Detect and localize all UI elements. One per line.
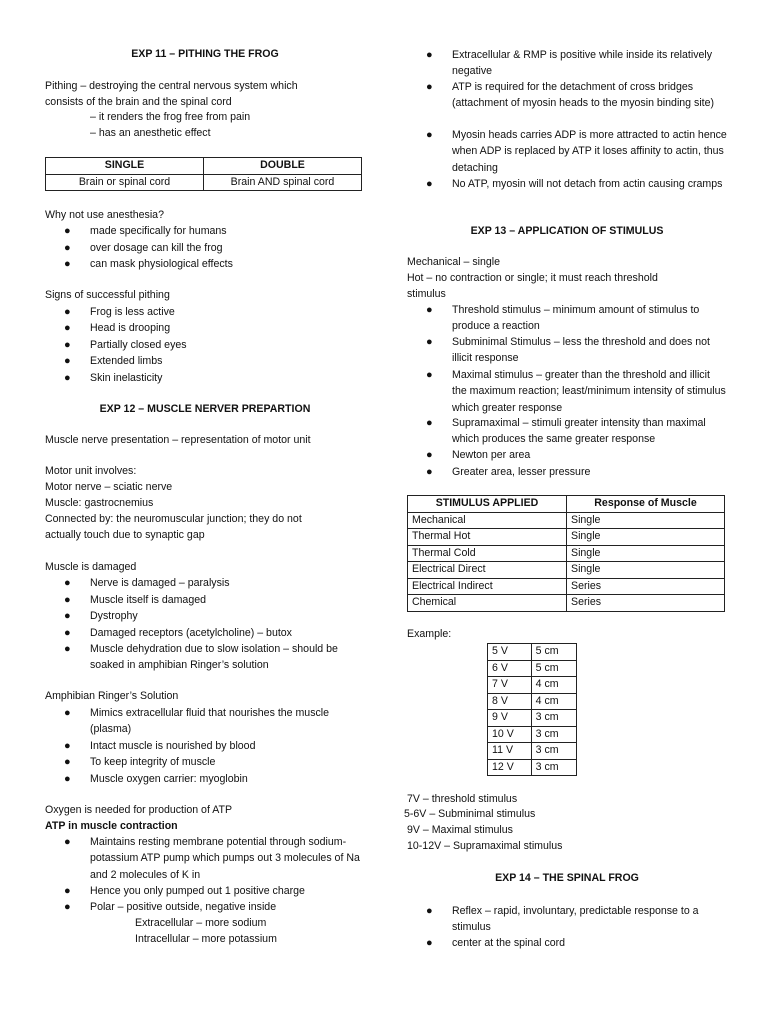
bullet-icon: ●	[426, 417, 433, 429]
table-row	[488, 759, 577, 776]
motor-unit-line3: Muscle: gastrocnemius	[45, 497, 154, 509]
exp12-title: EXP 12 – MUSCLE NERVER PREPARTION	[99, 403, 311, 415]
table-cell: 3 cm	[531, 743, 576, 760]
table-header: SINGLE	[46, 158, 204, 175]
table-row	[46, 174, 362, 191]
table-cell: 3 cm	[531, 726, 576, 743]
bullet-icon: ●	[426, 336, 433, 348]
bullet-icon: ●	[426, 304, 433, 316]
mechanical-line: Mechanical – single	[407, 256, 501, 268]
polar-sub-line1: Extracellular – more sodium	[135, 917, 267, 929]
table-row	[408, 529, 725, 546]
table-header-row	[408, 496, 725, 513]
table-cell: 5 V	[488, 644, 532, 661]
table-cell: 4 cm	[531, 677, 576, 694]
bullet-icon: ●	[64, 740, 71, 752]
bullet-icon: ●	[64, 577, 71, 589]
result-line: 5-6V – Subminimal stimulus	[404, 808, 536, 820]
table-cell: Chemical	[408, 595, 567, 612]
bullet-icon: ●	[64, 643, 71, 655]
bullet-icon: ●	[426, 178, 433, 190]
example-table	[487, 643, 577, 776]
pithing-definition-line1: Pithing – destroying the central nervous system which	[45, 80, 298, 92]
table-row	[488, 644, 577, 661]
bullet-icon: ●	[64, 773, 71, 785]
table-row	[488, 710, 577, 727]
motor-unit-line5: actually touch due to synaptic gap	[45, 529, 205, 541]
table-cell: 8 V	[488, 693, 532, 710]
bullet-icon: ●	[64, 372, 71, 384]
table-cell: Brain or spinal cord	[46, 174, 204, 191]
bullet-icon: ●	[64, 756, 71, 768]
table-cell: 10 V	[488, 726, 532, 743]
motor-unit-line2: Motor nerve – sciatic nerve	[45, 481, 173, 493]
exp11-title: EXP 11 – PITHING THE FROG	[131, 48, 279, 60]
table-row	[408, 578, 725, 595]
bullet-icon: ●	[426, 449, 433, 461]
polar-sub-line2: Intracellular – more potassium	[135, 933, 277, 945]
table-cell: 3 cm	[531, 759, 576, 776]
signs-title: Signs of successful pithing	[45, 289, 170, 301]
bullet-icon: ●	[64, 885, 71, 897]
table-row	[488, 693, 577, 710]
table-cell: Brain AND spinal cord	[204, 174, 362, 191]
stimulus-table	[407, 495, 725, 612]
table-cell: 5 cm	[531, 660, 576, 677]
hot-line2: stimulus	[407, 288, 446, 300]
table-cell: 12 V	[488, 759, 532, 776]
table-cell: Single	[567, 545, 725, 562]
bullet-icon: ●	[426, 905, 433, 917]
table-cell: Thermal Cold	[408, 545, 567, 562]
bullet-icon: ●	[64, 836, 71, 848]
table-row	[488, 660, 577, 677]
damaged-title: Muscle is damaged	[45, 561, 137, 573]
bullet-icon: ●	[64, 355, 71, 367]
pithing-sub-line1: – it renders the frog free from pain	[90, 111, 251, 123]
table-cell: 4 cm	[531, 693, 576, 710]
pithing-table	[45, 157, 362, 191]
table-header: Response of Muscle	[567, 496, 725, 513]
result-line: 9V – Maximal stimulus	[407, 824, 513, 836]
exp14-title: EXP 14 – THE SPINAL FROG	[495, 872, 639, 884]
bullet-icon: ●	[64, 339, 71, 351]
table-cell: Series	[567, 578, 725, 595]
ringer-title: Amphibian Ringer’s Solution	[45, 690, 179, 702]
motor-unit-line1: Motor unit involves:	[45, 465, 137, 477]
bullet-icon: ●	[64, 306, 71, 318]
table-cell: 6 V	[488, 660, 532, 677]
example-label: Example:	[407, 628, 452, 640]
bullet-icon: ●	[426, 129, 433, 141]
bullet-icon: ●	[64, 594, 71, 606]
table-row	[488, 743, 577, 760]
table-cell: Mechanical	[408, 512, 567, 529]
bullet-icon: ●	[64, 610, 71, 622]
table-cell: 5 cm	[531, 644, 576, 661]
bullet-icon: ●	[426, 49, 433, 61]
hot-line1: Hot – no contraction or single; it must reach threshold	[407, 272, 658, 284]
pithing-definition-line2: consists of the brain and the spinal cord	[45, 96, 232, 108]
table-cell: Electrical Direct	[408, 562, 567, 579]
table-cell: Electrical Indirect	[408, 578, 567, 595]
table-header: DOUBLE	[204, 158, 362, 175]
table-row	[408, 562, 725, 579]
table-cell: Single	[567, 512, 725, 529]
bullet-icon: ●	[64, 322, 71, 334]
table-header-row	[46, 158, 362, 175]
table-row	[408, 545, 725, 562]
table-row	[408, 512, 725, 529]
table-cell: 7 V	[488, 677, 532, 694]
table-cell: Single	[567, 529, 725, 546]
exp13-title: EXP 13 – APPLICATION OF STIMULUS	[470, 225, 664, 237]
result-line: 7V – threshold stimulus	[407, 793, 518, 805]
table-cell: Single	[567, 562, 725, 579]
why-title: Why not use anesthesia?	[45, 209, 164, 221]
table-row	[488, 726, 577, 743]
bullet-icon: ●	[426, 369, 433, 381]
atp-title: ATP in muscle contraction	[45, 820, 178, 832]
table-row	[408, 595, 725, 612]
table-row	[488, 677, 577, 694]
table-cell: 3 cm	[531, 710, 576, 727]
bullet-icon: ●	[426, 466, 433, 478]
table-header: STIMULUS APPLIED	[408, 496, 567, 513]
result-line: 10-12V – Supramaximal stimulus	[407, 840, 563, 852]
bullet-icon: ●	[426, 937, 433, 949]
bullet-icon: ●	[64, 627, 71, 639]
bullet-icon: ●	[64, 901, 71, 913]
oxygen-line: Oxygen is needed for production of ATP	[45, 804, 233, 816]
table-cell: Series	[567, 595, 725, 612]
table-cell: Thermal Hot	[408, 529, 567, 546]
bullet-icon: ●	[426, 81, 433, 93]
pithing-sub-line2: – has an anesthetic effect	[90, 127, 211, 139]
bullet-icon: ●	[64, 225, 71, 237]
motor-unit-line4: Connected by: the neuromuscular junction; they do not	[45, 513, 302, 525]
table-cell: 9 V	[488, 710, 532, 727]
table-cell: 11 V	[488, 743, 532, 760]
bullet-icon: ●	[64, 242, 71, 254]
bullet-icon: ●	[64, 707, 71, 719]
bullet-icon: ●	[64, 258, 71, 270]
muscle-nerve-line: Muscle nerve presentation – representation of motor unit	[45, 434, 311, 446]
